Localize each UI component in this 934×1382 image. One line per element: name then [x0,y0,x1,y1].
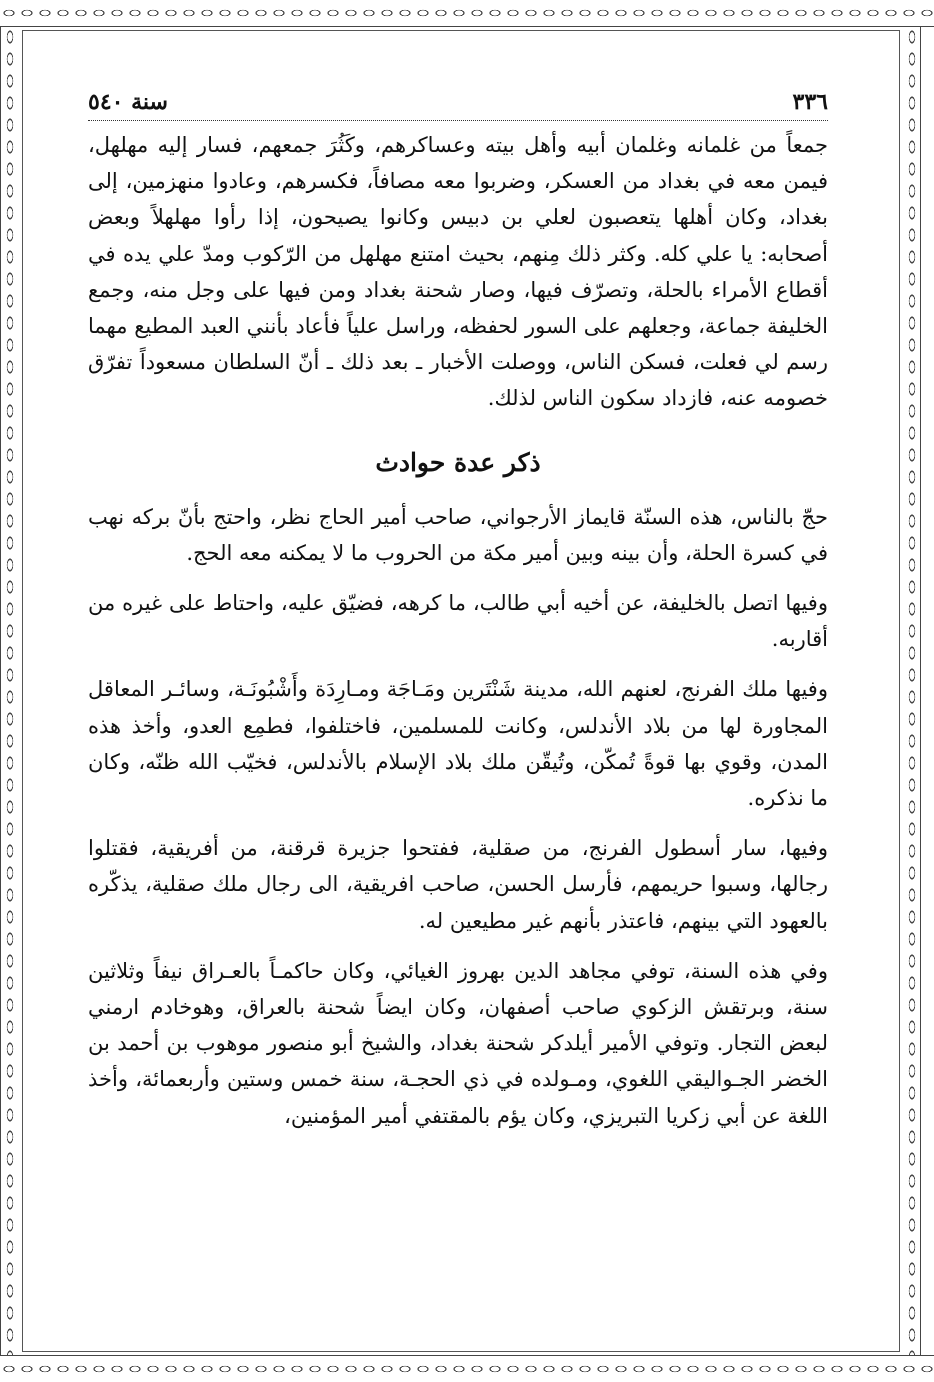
paragraph-caliph: وفيها اتصل بالخليفة، عن أخيه أبي طالب، ما كرهه، فضيّق عليه، واحتاط على غيره من أقاربه. [88,591,828,652]
frame-ornament-bottom [0,1355,934,1382]
page-number: ٣٣٦ [792,89,828,115]
frame-ornament-left [0,26,19,1355]
page-content [88,84,828,1134]
paragraph-fleet-sicily: وفيها، سار أسطول الفرنج، من صقلية، ففتحوا جزيرة قرقنة، من أفريقية، فقتلوا رجالها، وسبوا حريمهم، فأرسل الحسن، صاحب افريقية، الى رجال ملك صقلية، يذكّره بالعهود التي بينهم، فاعتذر بأنهم غير مطيعين له. [88,836,828,933]
paragraph-deaths: وفي هذه السنة، توفي مجاهد الدين بهروز الغيائي، وكان حاكمـاً بالعـراق نيفاً وثلاثين سنة، وبرتقش الزكوي صاحب أصفهان، وكان ايضاً شحنة بالعراق، وهوخادم ارمني لبعض التجار. وتوفي الأمير أيلدكر شحنة بغداد، والشيخ أبو منصور موهوب بن أحمد بن الخضر الجـواليقي اللغوي، ومـولده في ذي الحجـة، سنة خمس وستين وأربعمائة، وأخذ اللغة عن أبي زكريا التبريزي، وكان يؤم بالمقتفي أمير المؤمنين، [88,958,828,1128]
running-header [88,84,828,121]
paragraph-continued: جمعاً من غلمانه وغلمان أبيه وأهل بيته وعساكرهم، وكَثُرَ جمعهم، فسار إليه مهلهل، فيمن معه في بغداد من العسكر، وضربوا معه مصافاً، فكسرهم، وعادوا منهزمين، إلى بغداد، وكان أهلها يتعصبون لعلي بن دبيس وكانوا يصيحون، إذا رأوا مهلهلاً وبعض أصحابه: يا علي كله. وكثر ذلك مِنهم، بحيث امتنع مهلهل من الرّكوب ومدّ علي يده في أقطاع الأمراء بالحلة، وتصرّف فيها، وصار شحنة بغداد ومن فيها على وجل منه، وجمع الخليفة جماعة، وجعلهم على السور لحفظه، وراسل علياً فأعاد بأنني العبد المطيع مهما رسم لي فعلت، فسكن الناس، ووصلت الأخبار ـ بعد ذلك ـ أنّ السلطان مسعوداً تفرّق خصومه عنه، فازداد سكون الناس لذلك. [88,133,828,411]
year-label: سنة ٥٤٠ [88,89,168,115]
paragraph-franks-andalus: وفيها ملك الفرنج، لعنهم الله، مدينة شَنْتَرين ومَـاجَة ومـارِدَة وأَشْبُونَـة، وسائـر المعاقل المجاورة لها من بلاد الأندلس، وكانت للمسلمين، فاختلفوا، فطمِع العدو، وأخذ هذه المدن، وقوي بها قوةً تُمكّن، وتُيقّن ملك بلاد الإسلام بالأندلس، فخيّب الله ظنّه، وكان ما نذكره. [88,677,828,811]
frame-ornament-right [904,26,921,1355]
frame-ornament-top [0,0,934,27]
paragraph-hajj: حجّ بالناس، هذه السنّة قايماز الأرجواني، صاحب أمير الحاج نظر، واحتج بأنّ بركه نهب في كسرة الحلة، وأن بينه وبين أمير مكة من الحروب ما لا يمكنه معه الحج. [88,504,828,565]
section-heading: ذكر عدة حوادث [375,447,541,477]
